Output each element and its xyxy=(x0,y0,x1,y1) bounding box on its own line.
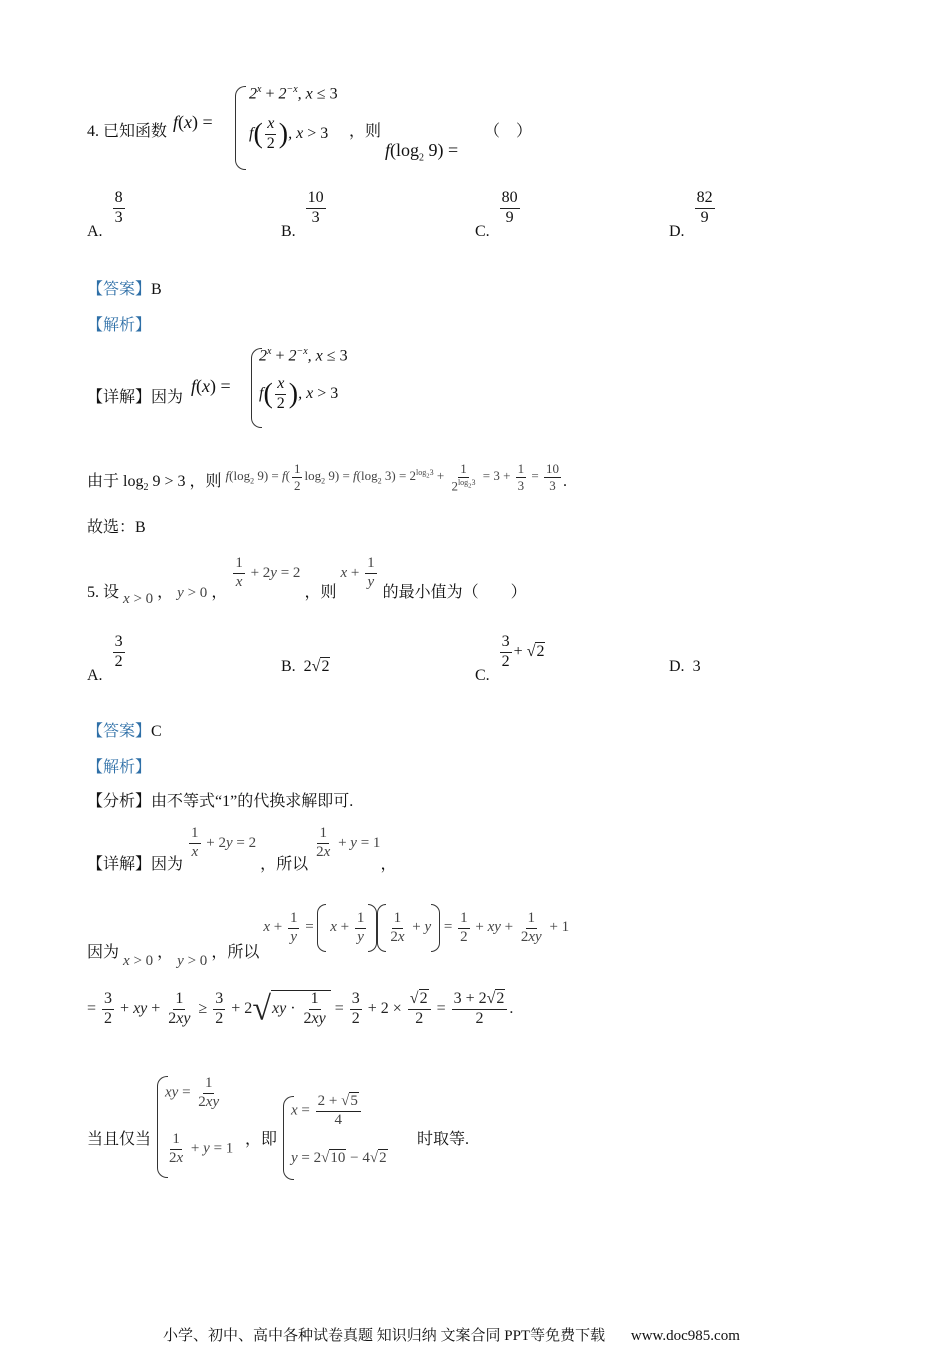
q5-option-c[interactable]: C. $\frac{3}{2}$ + √2 xyxy=(475,633,545,684)
option-fraction: $\frac{82}{9}$ xyxy=(696,189,713,226)
q4-fx: f(x) = xyxy=(173,112,213,132)
then-text: ，则 xyxy=(189,473,222,491)
paren-icon xyxy=(377,904,386,952)
q5-detail: 【详解】因为 $\frac{1}{x}$ + 2y = 2 ，所以 $\frac{1}{2x}$ + y = 1， xyxy=(87,825,397,873)
option-fraction: $\frac{10}{3}$ xyxy=(307,189,324,226)
q5-answer xyxy=(87,718,162,741)
option-fraction: $\frac{8}{3}$ xyxy=(114,189,123,226)
option-letter: D. xyxy=(669,658,685,675)
q4-option-b[interactable] xyxy=(281,189,324,240)
option-letter: B. xyxy=(281,222,296,240)
q5-analyze xyxy=(87,788,353,811)
q4-blank: （ ） xyxy=(484,123,533,140)
footer xyxy=(163,1324,740,1345)
q5-step2: = $\frac{3}{2}$ + xy + $\frac{1}{2xy}$ ≥ $\frac{3}{2}$ + 2√xy · $\frac{1}{2xy}$ = $\frac{3}{2}$ + 2 × $\frac{√2}{2}$ = $\frac{3 + 2√2}{2}$ . xyxy=(87,989,514,1027)
q4-option-a[interactable] xyxy=(87,189,123,240)
because-text: 由于 xyxy=(87,473,120,491)
q5-step1: 因为 x > 0 ， y > 0 ，所以 x + $\frac{1}{y}$ = x + $\frac{1}{y}$ $\frac{1}{2x}$ + y = $\frac{1}{2}$ + xy + $\frac{1}{2xy}$ + 1 xyxy=(87,904,569,952)
q4-chose: 故选：B xyxy=(87,519,146,536)
analyze-text: 由不等式“1”的代换求解即可. xyxy=(151,793,354,810)
analyze-tag: 【分析】 xyxy=(87,793,152,810)
answer-tag: 【答案】 xyxy=(87,723,152,740)
footer-text: 小学、初中、高中各种试卷真题 知识归纳 文案合同 PPT等免费下载 xyxy=(163,1328,606,1344)
option-value: 3 xyxy=(692,658,701,675)
q4-calc-line: 由于 $\log_2 9 > 3$ ，则 $_{f(log_2 9) = f( \frac{1}{2} log_2 9) = f(log_2 3) = 2^{log_23} + \frac{1}{2^{log_23}} = 3 + \frac{1}{3} = \frac{10}{3}}$ . xyxy=(87,461,568,494)
q5-option-b[interactable]: B. 2√2 xyxy=(281,658,330,675)
ie-text: ，即 xyxy=(245,1131,278,1148)
q4-answer xyxy=(87,276,162,299)
option-letter: C. xyxy=(475,222,490,240)
q4-stem-text: 4. 已知函数 xyxy=(87,123,168,140)
option-letter: A. xyxy=(87,666,103,684)
q5-min-text: 的最小值为（ ） xyxy=(382,583,527,601)
answer-tag: 【答案】 xyxy=(87,281,152,298)
q5-analysis-tag: 【解析】 xyxy=(87,759,152,776)
option-letter: D. xyxy=(669,222,685,240)
detail-tag: 【详解】 xyxy=(87,855,152,873)
paren-icon xyxy=(317,904,326,952)
when-text: 当且仅当 xyxy=(87,1131,152,1148)
q4-target: $f(\log_2$ 9) = xyxy=(385,140,459,164)
q4-option-d[interactable] xyxy=(669,189,713,240)
option-letter: A. xyxy=(87,222,103,240)
q5-option-a[interactable] xyxy=(87,633,123,684)
q5-stem-text: 5. 设 xyxy=(87,583,120,601)
q4-option-c[interactable] xyxy=(475,189,518,240)
so-text: ，所以 xyxy=(260,855,309,873)
answer-value: C xyxy=(151,723,162,740)
option-fraction: $\frac{80}{9}$ xyxy=(501,189,518,226)
paren-icon xyxy=(368,904,377,952)
q5-stem: 5. 设 x > 0 ， y > 0 ， $\frac{1}{x}$ + 2y = 2 ，则 x + $\frac{1}{y}$ 的最小值为（ ） xyxy=(87,555,527,607)
q4-analysis-tag: 【解析】 xyxy=(87,317,152,334)
option-fraction: $\frac{3}{2}$ xyxy=(114,633,123,670)
answer-value: B xyxy=(151,281,162,298)
brace-icon xyxy=(235,86,246,170)
paren-icon xyxy=(431,904,440,952)
option-letter: B. xyxy=(281,658,296,675)
so-text: ，所以 xyxy=(211,944,260,962)
detail-text: 因为 xyxy=(151,389,184,406)
q5-option-d[interactable] xyxy=(669,658,701,676)
footer-url[interactable]: www.doc985.com xyxy=(630,1328,740,1344)
equal-text: 时取等. xyxy=(417,1131,470,1148)
comma: ， xyxy=(211,583,228,601)
q5-then: ，则 xyxy=(304,583,337,601)
q4-then: ，则 xyxy=(349,123,382,140)
option-letter: C. xyxy=(475,666,490,684)
q4-detail-fx: f(x) = xyxy=(191,376,231,396)
because-text: 因为 xyxy=(87,944,120,962)
comma: ， xyxy=(157,583,174,601)
detail-text: 因为 xyxy=(151,855,184,873)
detail-tag: 【详解】 xyxy=(87,389,152,406)
